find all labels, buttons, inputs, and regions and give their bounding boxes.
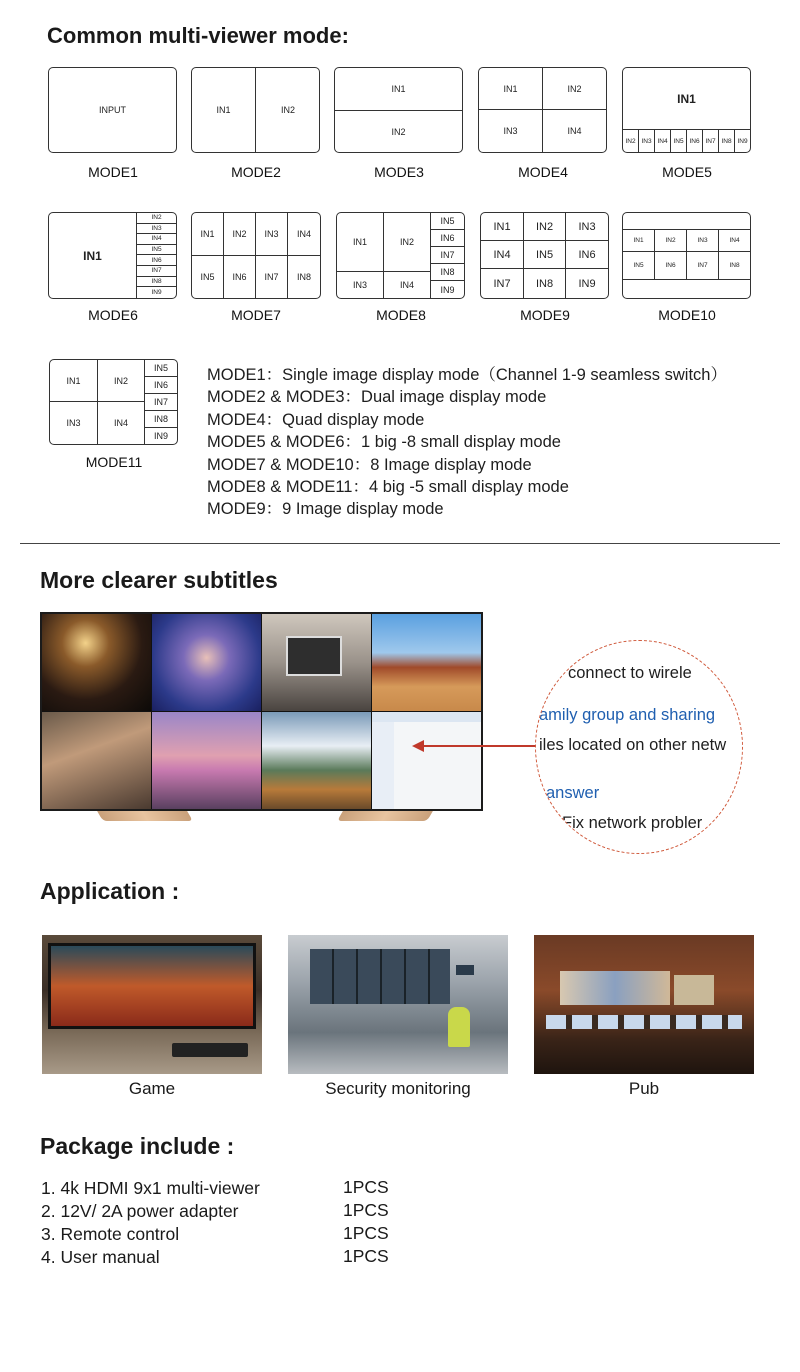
mode10-cell: IN5 [623, 252, 655, 280]
mode9-cell: IN2 [524, 213, 566, 241]
mode10-diagram [622, 212, 751, 299]
package-item-name: 1. 4k HDMI 9x1 multi-viewer [41, 1178, 260, 1198]
tv-stand-left [97, 811, 193, 821]
mode10-cell: IN8 [719, 252, 750, 280]
mode9-label: MODE9 [520, 307, 570, 323]
package-item-name: 3. Remote control [41, 1224, 180, 1244]
subtitles-title: More clearer subtitles [40, 567, 278, 593]
mode8-cell: IN4 [384, 272, 431, 298]
application-caption: Game [128, 1079, 176, 1098]
mode9-cell: IN9 [578, 277, 596, 290]
mode6-cell: IN9 [151, 289, 162, 297]
mode11-label: MODE11 [85, 454, 143, 470]
magnified-line: connect to wirele [568, 664, 692, 682]
mode6-cell: IN3 [137, 224, 176, 235]
package-item-qty: 1PCS [343, 1246, 389, 1266]
package-item-qty: 1PCS [343, 1177, 389, 1197]
mode11-cell: IN9 [153, 431, 168, 441]
keyboard-icon [172, 1043, 248, 1057]
mode8-cell: IN1 [337, 213, 384, 272]
arrow-line [420, 745, 538, 747]
mode5-cell: IN4 [655, 130, 671, 152]
mode5-cell: IN2 [623, 130, 639, 152]
mode11-diagram [49, 359, 178, 445]
tile-laptop [262, 614, 371, 711]
mode8-cell: IN2 [384, 213, 431, 272]
window-titlebar [372, 712, 481, 722]
application-caption: Security monitoring [325, 1079, 471, 1098]
mode9-diagram [480, 212, 609, 299]
tv-icon [456, 965, 474, 975]
mode1-label: MODE1 [88, 164, 138, 180]
operator-vest [448, 1007, 470, 1047]
pub-big-screen [560, 971, 670, 1005]
mode10-cell: IN3 [687, 230, 719, 252]
mode7-cell: IN5 [192, 256, 224, 298]
mode7-cell: IN3 [256, 213, 288, 256]
tile-pier [152, 712, 261, 809]
mode10-cell: IN7 [687, 252, 719, 280]
mode4-label: MODE4 [518, 164, 568, 180]
mode9-cell: IN5 [524, 241, 566, 269]
mode-description: MODE5 & MODE6：1 big -8 small display mode [207, 433, 561, 451]
photo-security [288, 935, 508, 1074]
mode-description: MODE9：9 Image display mode [207, 500, 444, 518]
mode9-cell: IN3 [566, 213, 608, 241]
mode9-cell: IN4 [481, 241, 524, 269]
mode4-cell: IN3 [479, 110, 543, 152]
arrow-head-icon [412, 740, 424, 752]
mode3-diagram [334, 67, 463, 153]
mode3-cell: IN1 [335, 68, 462, 111]
package-item-name: 4. User manual [41, 1247, 160, 1267]
package-item-qty: 1PCS [343, 1200, 389, 1220]
package-item-name: 2. 12V/ 2A power adapter [41, 1201, 239, 1221]
mode5-label: MODE5 [662, 164, 712, 180]
magnified-line: iles located on other netw [539, 736, 727, 754]
mode8-label: MODE8 [376, 307, 426, 323]
mode-description: MODE7 & MODE10：8 Image display mode [207, 456, 532, 474]
mode7-cell: IN6 [224, 256, 256, 298]
mode2-label: MODE2 [231, 164, 281, 180]
photo-game [42, 935, 262, 1074]
mode2-diagram [191, 67, 320, 153]
mode7-cell: IN2 [224, 213, 256, 256]
mode10-cell: IN2 [655, 230, 687, 252]
mode4-diagram [478, 67, 607, 153]
mode2-cell: IN1 [192, 68, 256, 152]
mode5-cell-big: IN1 [623, 68, 750, 130]
pub-monitor-row [546, 1015, 742, 1029]
mode9-cell: IN8 [524, 269, 566, 298]
mode-description: MODE1：Single image display mode（Channel 1-9 seamless switch） [207, 366, 727, 384]
pub-screen [674, 975, 714, 1005]
mode3-cell: IN2 [391, 126, 406, 137]
mode7-cell: IN7 [256, 256, 288, 298]
mode8-cell: IN5 [431, 213, 464, 230]
mode1-diagram [48, 67, 177, 153]
mode6-label: MODE6 [88, 307, 138, 323]
mode5-cell: IN9 [737, 137, 748, 145]
mode-description: MODE4：Quad display mode [207, 411, 425, 429]
mode-description: MODE8 & MODE11：4 big -5 small display mode [207, 478, 569, 496]
mode8-cell: IN8 [431, 264, 464, 281]
tile-singer [152, 614, 261, 711]
mode4-cell: IN4 [567, 126, 582, 136]
mode9-cell: IN6 [566, 241, 608, 269]
mode7-cell: IN1 [192, 213, 224, 256]
mode10-cell: IN1 [623, 230, 655, 252]
mode5-cell: IN3 [639, 130, 655, 152]
mode5-cell: IN5 [671, 130, 687, 152]
application-caption: Pub [628, 1079, 660, 1098]
mode6-cell: IN8 [137, 277, 176, 288]
tv-display [40, 612, 483, 811]
package-item-qty: 1PCS [343, 1223, 389, 1243]
mode11-cell: IN7 [145, 394, 177, 411]
package-title: Package include : [40, 1133, 235, 1159]
mode7-cell: IN4 [288, 213, 320, 256]
window-sidebar [372, 722, 394, 809]
magnified-link: answer [546, 784, 600, 802]
tile-desert [372, 614, 481, 711]
tile-concert [42, 614, 151, 711]
mode11-cell: IN2 [98, 360, 145, 402]
mode7-label: MODE7 [231, 307, 281, 323]
mode11-cell: IN8 [145, 411, 177, 428]
mode4-cell: IN2 [543, 68, 606, 110]
mode2-cell: IN2 [280, 105, 295, 115]
mode11-cell: IN5 [145, 360, 177, 377]
mode6-cell: IN2 [137, 213, 176, 224]
game-monitors [48, 943, 256, 1029]
photo-pub [534, 935, 754, 1074]
monitor-wall [310, 949, 450, 1004]
mode1-cell-input: INPUT [99, 105, 126, 115]
mode8-cell: IN7 [431, 247, 464, 264]
mode10-cell: IN6 [655, 252, 687, 280]
mode6-cell-big: IN1 [49, 213, 137, 298]
mode11-cell: IN4 [98, 402, 145, 444]
mode10-cell: IN4 [719, 230, 750, 252]
mode8-cell: IN6 [431, 230, 464, 247]
magnified-link: amily group and sharing [539, 706, 716, 724]
section-divider [20, 543, 780, 544]
mode4-cell: IN1 [479, 68, 543, 110]
mode11-cell: IN3 [50, 402, 98, 444]
mode6-cell: IN7 [137, 266, 176, 277]
mode7-cell: IN8 [296, 272, 311, 282]
magnifier-circle [535, 640, 743, 854]
application-title: Application : [40, 878, 180, 904]
tv-stand-right [337, 811, 433, 821]
multiviewer-title: Common multi-viewer mode: [47, 23, 349, 48]
tile-soldiers [42, 712, 151, 809]
mode8-cell: IN9 [440, 284, 455, 295]
magnified-line: Fix network probler [562, 814, 703, 832]
mode5-cell: IN8 [719, 130, 735, 152]
mode3-label: MODE3 [374, 164, 424, 180]
tile-windows-screen [372, 712, 481, 809]
mode8-diagram [336, 212, 465, 299]
mode-description: MODE2 & MODE3：Dual image display mode [207, 388, 547, 406]
mode5-diagram [622, 67, 751, 153]
mode9-cell: IN1 [481, 213, 524, 241]
tile-mountains [262, 712, 371, 809]
mode6-diagram [48, 212, 177, 299]
mode10-label: MODE10 [658, 307, 716, 323]
mode9-cell: IN7 [481, 269, 524, 298]
mode6-cell: IN4 [137, 234, 176, 245]
laptop-icon [286, 636, 342, 676]
mode6-cell: IN6 [137, 255, 176, 266]
mode5-cell: IN6 [687, 130, 703, 152]
mode6-cell: IN5 [137, 245, 176, 256]
mode8-cell: IN3 [337, 272, 384, 298]
mode5-cell: IN7 [703, 130, 719, 152]
mode11-cell: IN6 [145, 377, 177, 394]
mode11-cell: IN1 [50, 360, 98, 402]
mode7-diagram [191, 212, 321, 299]
